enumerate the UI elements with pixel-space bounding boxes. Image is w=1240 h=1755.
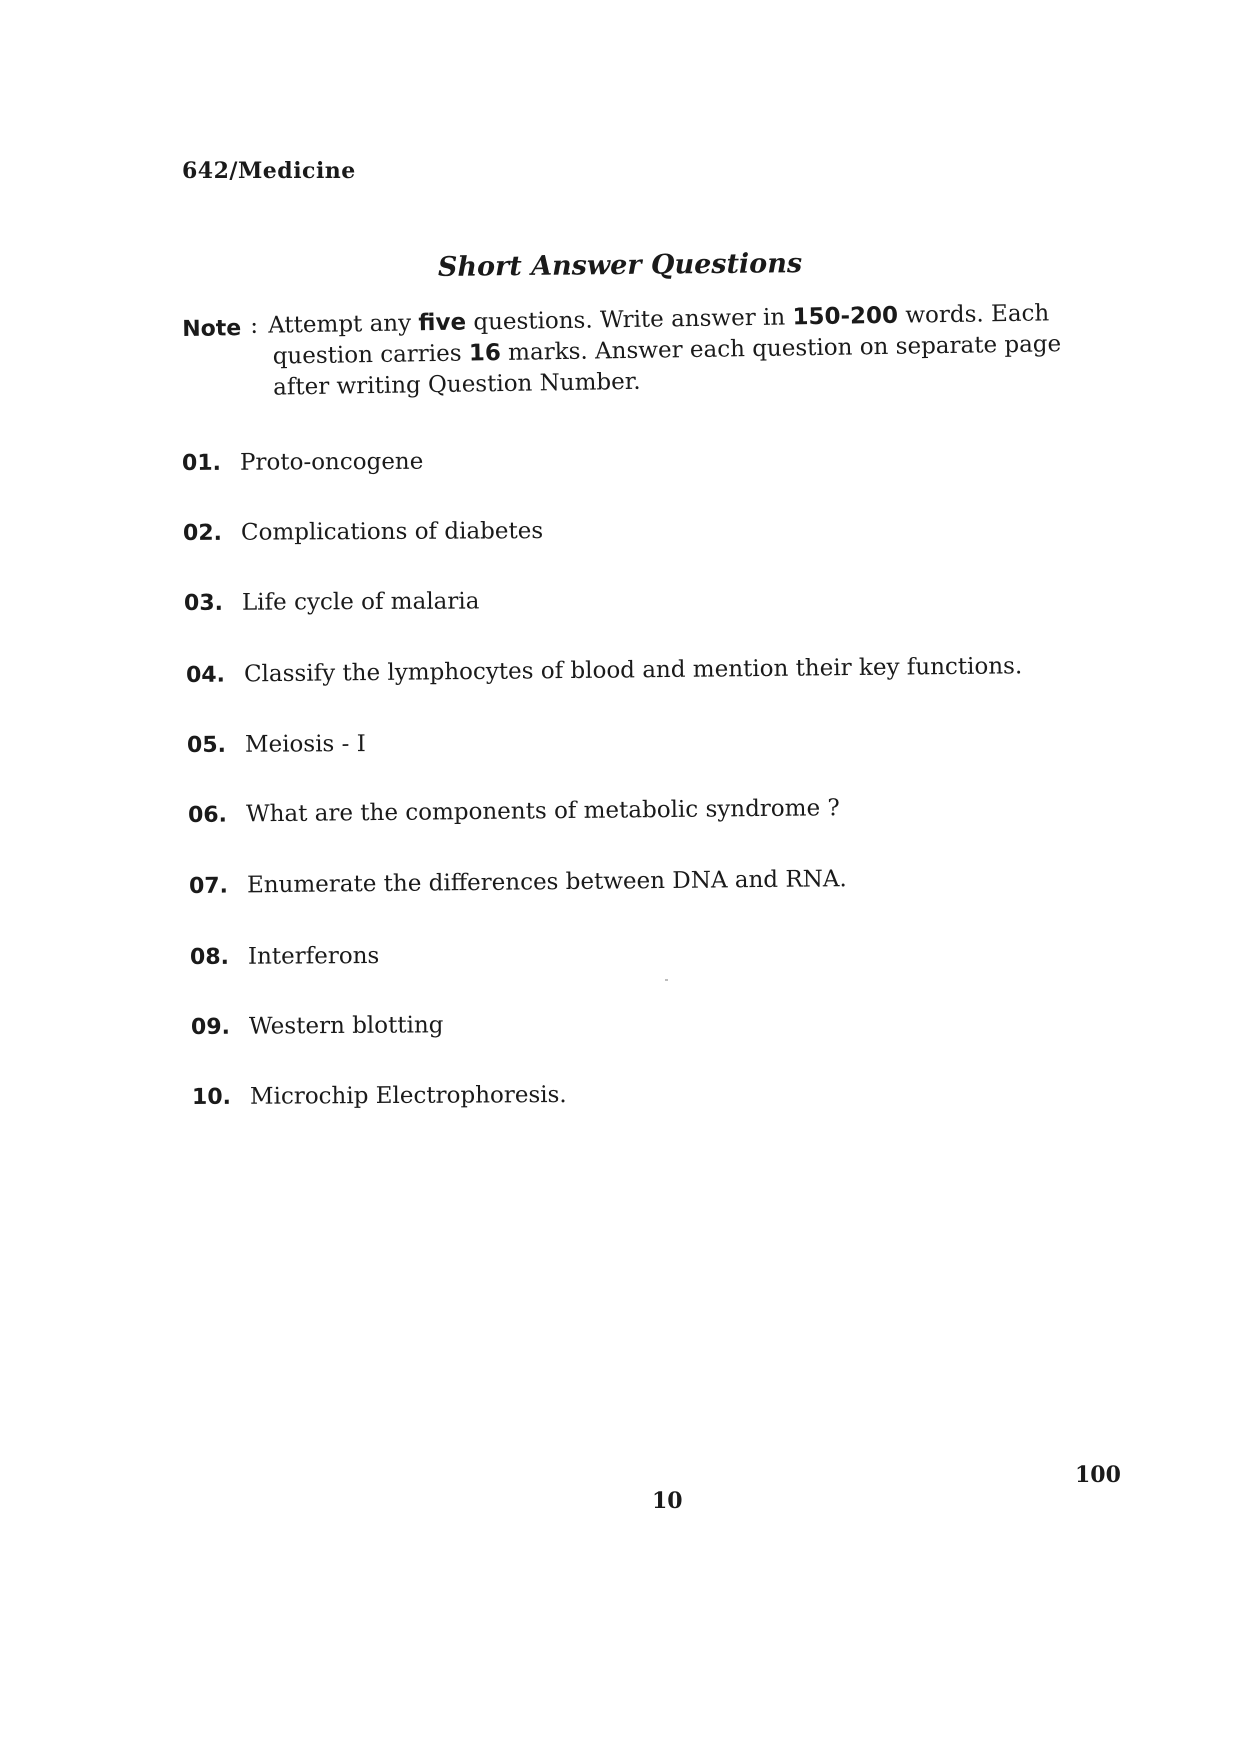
question-number: 03.: [183, 590, 224, 616]
question-number: 07.: [188, 873, 229, 899]
question-text: Enumerate the differences between DNA and RNA.: [246, 866, 847, 899]
question-text: Interferons: [247, 943, 380, 970]
page-title: Short Answer Questions: [437, 248, 803, 283]
page-number: 10: [652, 1488, 683, 1514]
question-number: 09.: [190, 1014, 231, 1040]
note-emphasis-marks: 16: [468, 339, 502, 367]
question-text: Life cycle of malaria: [241, 588, 480, 616]
question-number: 04.: [185, 662, 226, 688]
question-item: [188, 795, 840, 828]
question-text: Complications of diabetes: [240, 518, 544, 546]
question-item: [190, 943, 379, 970]
question-number: 10.: [191, 1084, 232, 1110]
question-item: [187, 731, 366, 758]
question-text: Classify the lymphocytes of blood and mention their key functions.: [243, 653, 1023, 688]
question-number: 05.: [186, 732, 227, 758]
question-text: Meiosis - I: [244, 731, 366, 758]
instructions-note: [182, 298, 1102, 401]
paper-code: 642/Medicine: [182, 158, 356, 184]
question-number: 02.: [182, 520, 223, 546]
question-item: [183, 518, 543, 546]
sheet-number: 100: [1075, 1462, 1121, 1488]
note-emphasis-five: five: [418, 309, 467, 337]
question-text: Microchip Electrophoresis.: [249, 1082, 567, 1110]
note-text: question carries: [272, 340, 470, 370]
question-item: [191, 1012, 444, 1040]
question-item: [184, 588, 480, 616]
note-line-3: after writing Question Number.: [272, 368, 641, 401]
note-text: words. Each: [897, 300, 1050, 329]
question-number: 06.: [187, 802, 228, 828]
scan-speck: [665, 979, 668, 981]
question-item: [186, 653, 1022, 688]
question-number: 08.: [189, 944, 230, 970]
question-text: What are the components of metabolic syndrome ?: [245, 795, 840, 828]
question-item: [182, 449, 423, 476]
note-text: marks. Answer each question on separate page: [500, 331, 1062, 366]
note-body: [268, 297, 1109, 403]
note-colon: :: [250, 312, 259, 339]
note-text: Attempt any: [268, 310, 419, 339]
note-label: Note: [182, 316, 242, 342]
question-text: Proto-oncogene: [239, 448, 424, 476]
question-number: 01.: [181, 450, 222, 476]
question-item: [192, 1082, 567, 1110]
note-emphasis-word-range: 150-200: [792, 302, 899, 331]
question-text: Western blotting: [248, 1012, 444, 1040]
note-text: questions. Write answer in: [465, 304, 793, 336]
question-item: [189, 866, 847, 899]
